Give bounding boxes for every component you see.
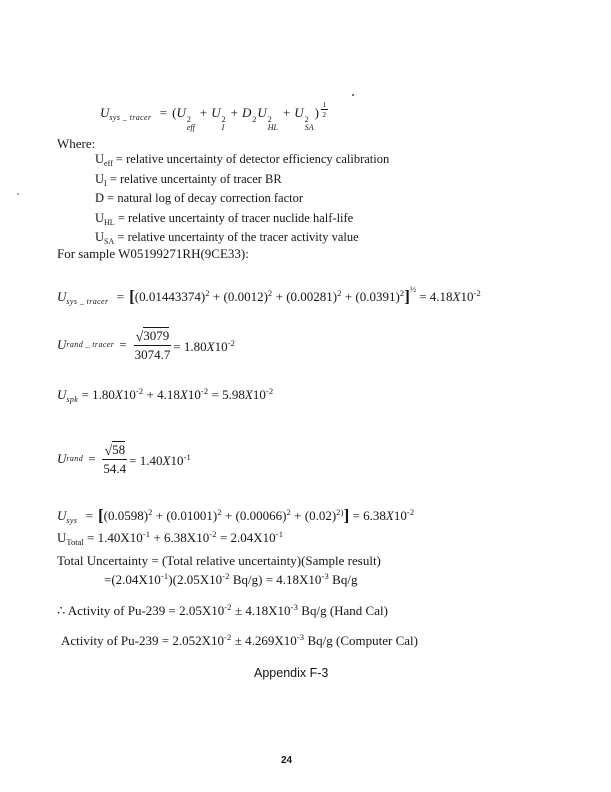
equation-result [129,449,191,469]
text-run: Bq/g [328,572,358,587]
subscript: Total [66,537,84,547]
equals-sign: = [159,105,168,120]
superscript: -1 [275,529,284,539]
superscript: -2 [200,386,209,396]
superscript: -3 [290,602,299,612]
superscript: 2 [148,507,153,517]
scan-speck [17,193,19,195]
equation-u-total [57,526,283,550]
subscript: SA [304,123,314,132]
superscript: 2 [205,288,210,298]
subscript: I [221,123,225,132]
equation-spk [57,383,273,408]
equation-rand [57,441,191,477]
fraction-numerator [134,327,172,346]
symbol-subscript: HL [104,217,115,227]
text-run: = 1.80 [78,387,115,402]
text-run: X [162,453,171,468]
equals-sign: = [119,337,127,352]
text-run: + (0.00281) [272,289,338,304]
variable: D [241,105,252,120]
fraction [134,327,172,363]
superscript: 2 [337,288,342,298]
definition-text: = relative uncertainty of tracer nuclide half-life [117,210,354,225]
subscript: HL [267,123,278,132]
total-uncertainty-line2 [104,568,357,588]
superscript: -2 [223,632,232,642]
superscript: 2) [336,507,344,517]
variable-subscript: rand [66,454,84,463]
sup-sub-stack [252,116,256,124]
text-run: + 4.18 [143,387,180,402]
superscript: 2 [217,507,222,517]
variable: U [57,451,67,466]
text-run: + 6.38X10 [150,530,210,545]
subscript: eff [186,123,195,132]
equals-sign: = [88,451,96,466]
plus-sign: + [199,105,208,120]
text-run: X [244,387,253,402]
variable-subscript: sys [66,516,78,525]
text-run: + (0.0012) [209,289,268,304]
radicand: 58 [112,442,126,457]
text-run: = 1.40X10 [83,530,143,545]
equation-sys-tracer-numeric [57,282,481,310]
superscript: -2 [222,571,230,581]
text-run: 10 [252,387,266,402]
text-run: Activity of Pu-239 = 2.052X10 [61,633,224,648]
text-run: + (0.01001) [152,508,218,523]
text-run: = 2.04X10 [216,530,276,545]
definition-text: = relative uncertainty of the tracer activity value [117,230,359,245]
symbol-subscript: SA [104,237,115,247]
variable-subscript: sys _ tracer [66,297,109,306]
plus-sign: + [230,105,238,120]
text-run: )(2.05X10 [168,572,223,587]
superscript: -2 [224,602,232,612]
open-bracket: [ [129,287,135,306]
text-run: X [206,339,215,354]
superscript: -2 [265,386,274,396]
open-paren: ( [172,105,177,120]
superscript: -2 [473,288,481,298]
definition-text: = natural log of decay correction factor [107,191,303,206]
text-run: X [385,508,394,523]
radical-sign: √ [104,444,113,459]
superscript: -2 [209,529,217,539]
text-run: + (0.00066) [221,508,287,523]
total-uncertainty-line1: Total Uncertainty = (Total relative uncertainty)(Sample result) [57,553,381,568]
sup-sub-stack [222,116,226,132]
variable: U [57,387,67,402]
text-run: 10 [187,387,201,402]
equation-result [349,508,414,523]
exponent-denominator: 2 [322,109,327,119]
superscript: 2 [252,115,257,124]
variable: U [257,105,267,120]
text-run: 10 [214,339,228,354]
radicand: 3079 [143,328,170,343]
equals-sign: = [116,289,125,304]
superscript: -1 [142,529,151,539]
text-run: = 6.38 [349,508,386,523]
open-bracket: [ [97,506,104,525]
variable: U [57,337,67,352]
variable-subscript: sys _ tracer [109,113,152,122]
text-run: ± 4.269X10 [231,633,297,648]
close-bracket: ] [404,287,410,306]
text-run: Bq/g (Hand Cal) [298,603,388,618]
text-run: Bq/g) = 4.18X10 [229,572,322,587]
text-run: + (0.0391) [341,289,400,304]
equation-result [78,387,273,402]
definition-row [95,211,389,231]
fraction-denominator: 54.4 [103,461,127,476]
sup-sub-stack [268,116,278,132]
activity-hand-cal-line [57,599,388,619]
text-run: X [452,289,461,304]
definition-row [95,172,389,192]
text-run: ∴ Activity of Pu-239 = 2.05X10 [57,603,225,618]
symbol-subscript: I [104,178,107,188]
superscript: 2 [221,115,226,124]
superscript: -2 [406,507,415,517]
page-number: 24 [281,755,293,766]
variable-subscript: spk [66,395,79,404]
text-run: 10 [393,508,407,523]
variable: U [57,508,67,523]
symbol: D [95,191,105,206]
text-run: X [179,387,188,402]
radical-sign: √ [135,330,144,345]
equation-body [104,508,344,523]
equation-result [173,335,235,355]
superscript: 2 [267,288,273,298]
fraction-denominator: 3074.7 [134,347,171,362]
exponent-one-half [321,101,328,118]
superscript: 2 [186,115,191,124]
equation-body [135,289,404,304]
text-run: =(2.04X10 [104,572,161,587]
text-run: (0.01443374) [134,289,206,304]
superscript: 2 [399,288,405,298]
fraction [102,441,127,477]
equation-sys-tracer-symbolic [100,101,328,132]
definition-row [95,191,389,211]
variable: U [294,105,304,120]
text-run: = 5.98 [208,387,245,402]
superscript: -1 [160,571,169,581]
fraction-numerator [102,441,127,460]
definition-row [95,152,389,172]
definition-list [95,152,389,250]
bracket-exponent: ½ [409,285,416,294]
symbol: U [95,230,105,245]
superscript: -3 [296,632,305,642]
equals-sign: = [85,508,93,523]
text-run: = 1.80 [173,339,207,354]
text-run: Bq/g (Computer Cal) [304,633,418,648]
text-run: (0.0598) [103,508,149,523]
variable: U [57,289,67,304]
symbol: U [95,152,105,166]
definition-text: = relative uncertainty of detector efficiency calibration [115,152,390,166]
text-run: + (0.02) [290,508,337,523]
superscript: -2 [135,386,144,396]
variable: U [176,105,186,120]
plus-sign: + [282,105,291,120]
symbol-subscript: eff [104,159,113,168]
sup-sub-stack [187,116,195,132]
variable-subscript: rand _ tracer [66,340,115,349]
superscript: 2 [286,507,291,517]
where-label: Where: [57,136,96,151]
text-run: 10 [122,387,136,402]
symbol: U [95,210,105,225]
text-run: = 4.18 [415,289,453,304]
close-bracket: ] [343,506,350,525]
superscript: 2 [267,115,272,124]
text-run: = 1.40 [129,453,163,468]
superscript: 2 [304,115,309,124]
close-paren: ) [314,105,319,120]
sup-sub-stack [305,116,314,132]
activity-computer-cal-line [61,629,418,649]
sample-id-line: For sample W05199271RH(9CE33): [57,246,249,261]
appendix-label: Appendix F-3 [254,666,329,680]
variable: U [100,105,110,120]
text-run: ± 4.18X10 [231,603,291,618]
exponent-numerator: 1 [322,100,327,109]
text-run: 10 [170,453,184,468]
equation-rand-tracer [57,327,235,363]
superscript: -3 [321,571,329,581]
definition-text: = relative uncertainty of tracer BR [109,171,282,186]
text-run: 10 [460,289,474,304]
superscript: -1 [183,452,191,462]
equation-result [416,289,481,304]
symbol: U [95,171,105,186]
text-run: U [57,530,67,545]
variable: U [211,105,221,120]
superscript: -2 [227,338,236,348]
scan-speck [352,94,354,96]
text-run: X [114,387,123,402]
